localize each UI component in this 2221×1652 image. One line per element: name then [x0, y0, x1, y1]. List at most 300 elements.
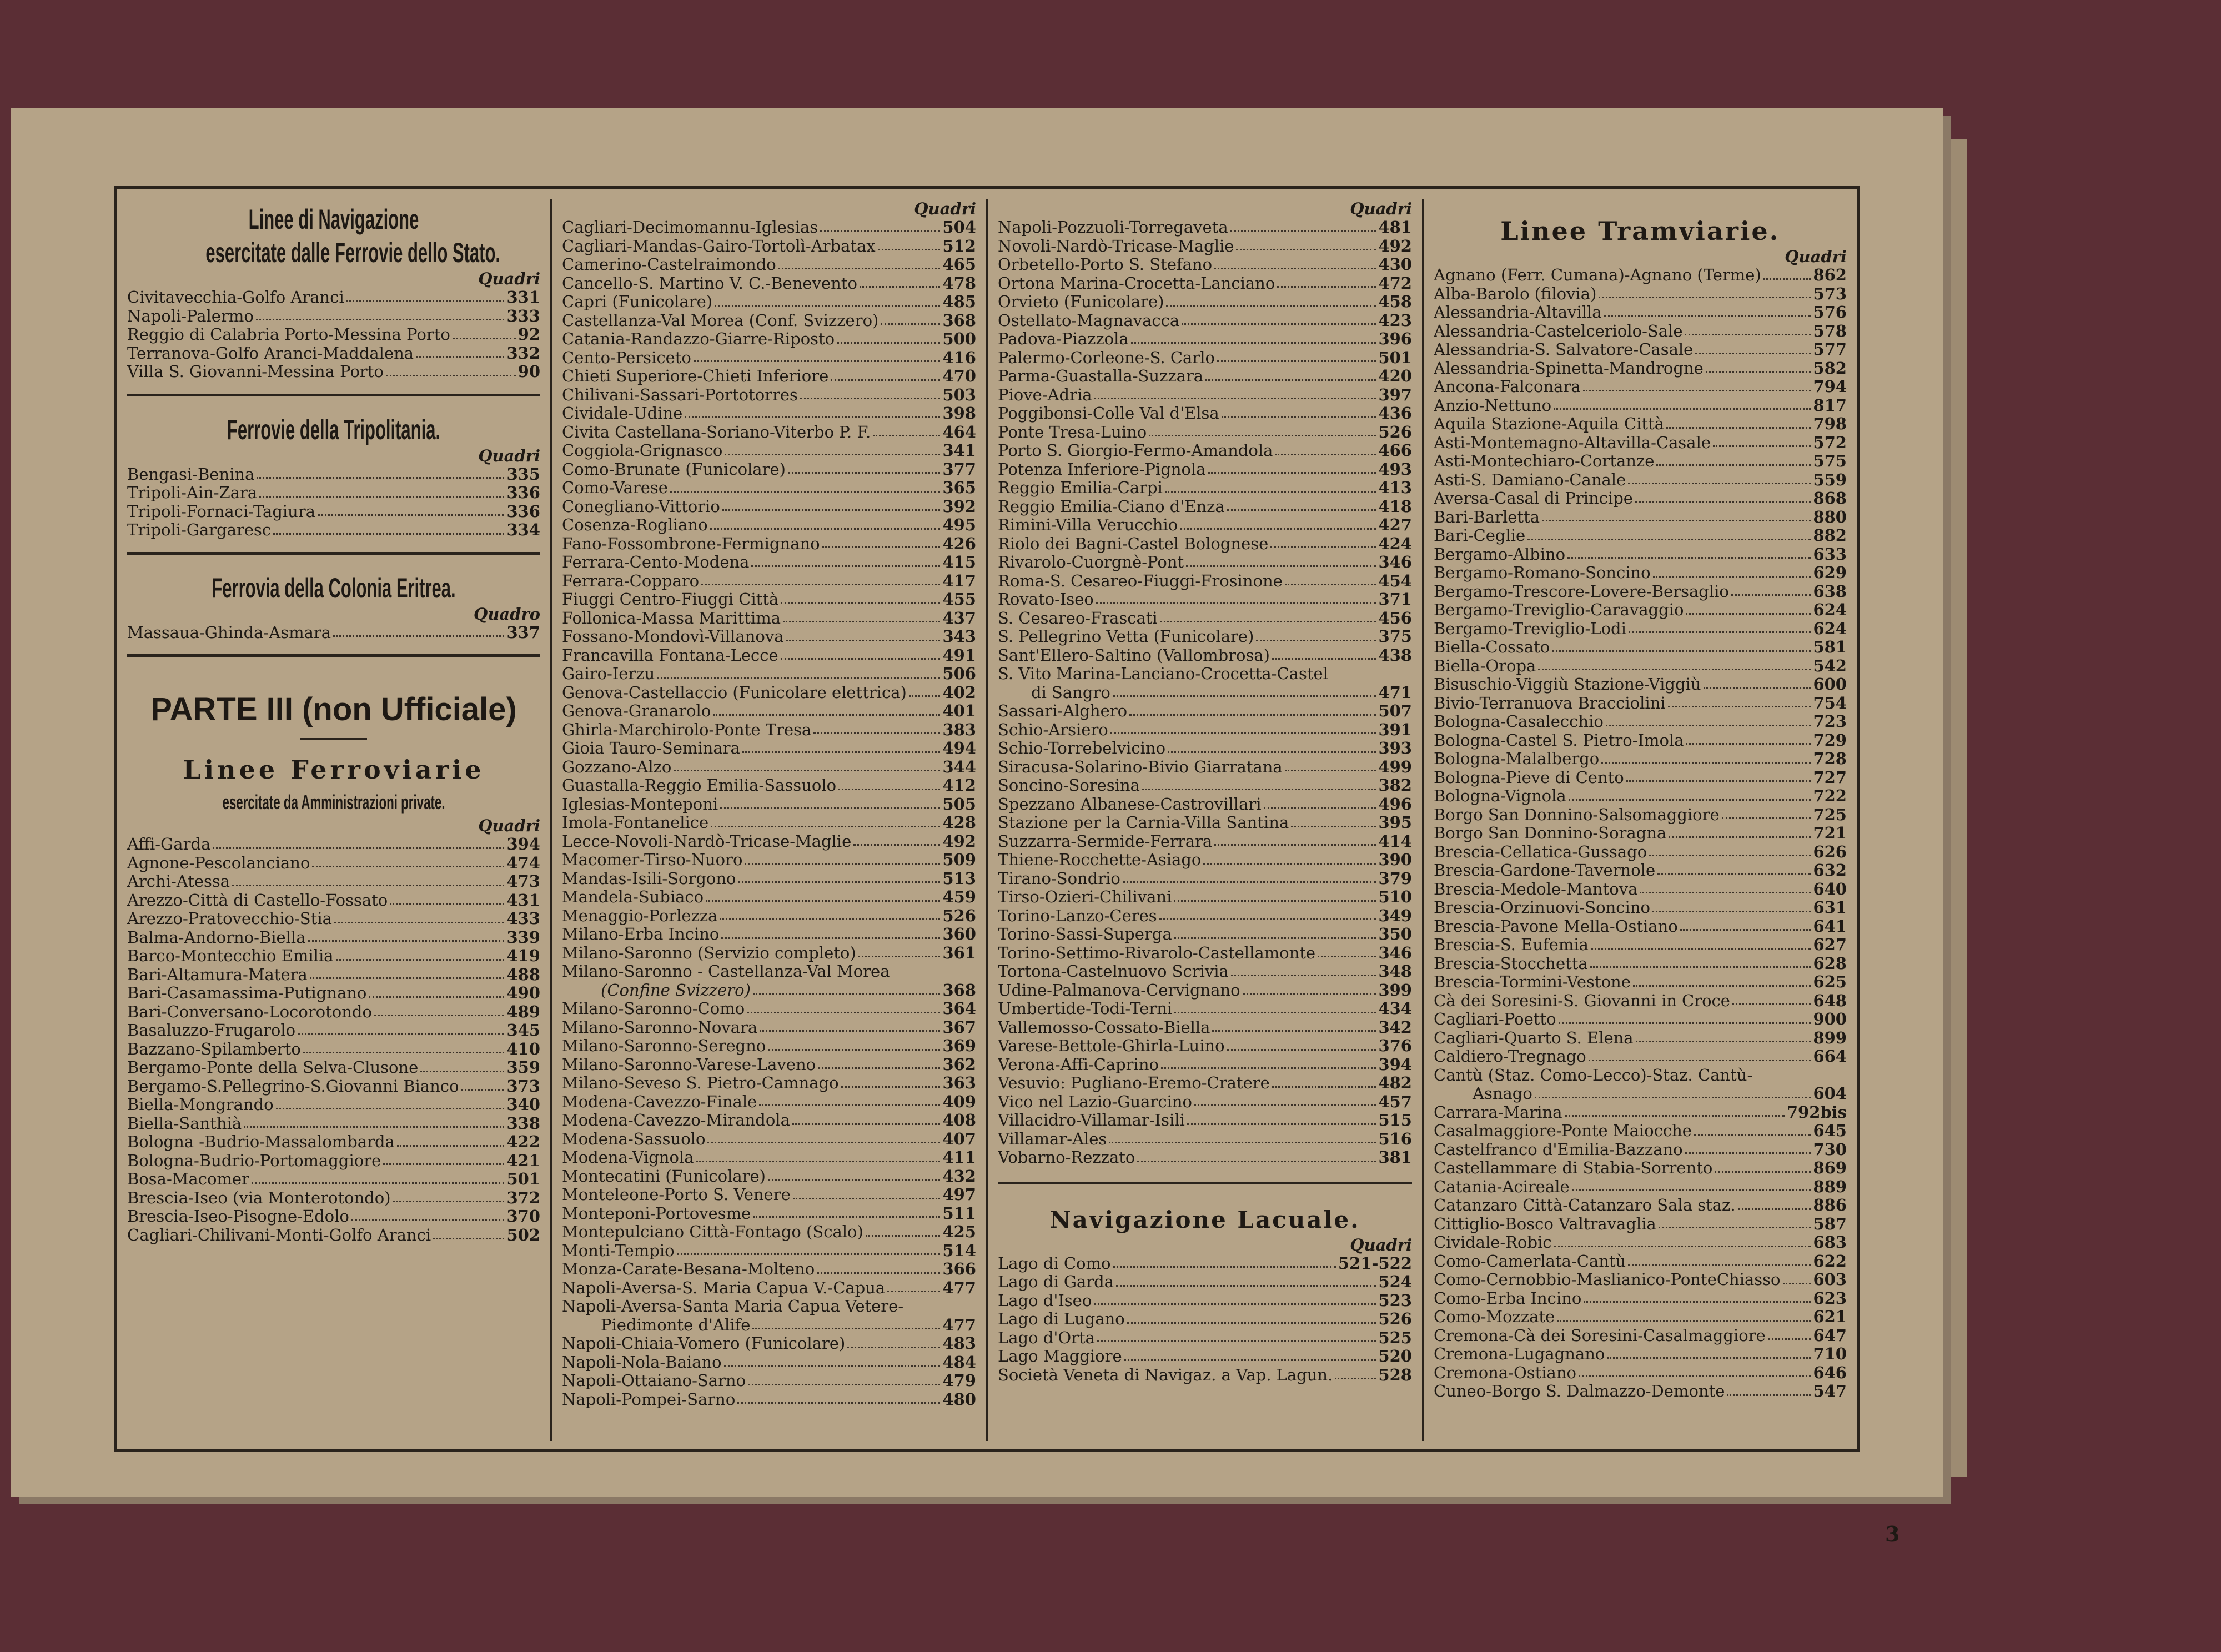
item-name: Bari-Altamura-Matera: [127, 965, 308, 984]
item-name: Lago d'Iseo: [998, 1291, 1092, 1310]
item-name: Alessandria-S. Salvatore-Casale: [1434, 340, 1694, 359]
list-item: [562, 1297, 976, 1316]
item-number: 332: [506, 343, 540, 363]
item-name: Francavilla Fontana-Lecce: [562, 646, 778, 665]
item-number: 625: [1813, 972, 1847, 991]
dot-leader: [853, 832, 940, 846]
list-item: [998, 312, 1412, 330]
dot-leader: [1186, 553, 1376, 567]
item-name: Monteponi-Portovesme: [562, 1204, 751, 1223]
list-item: [127, 1152, 540, 1171]
item-name: Fiuggi Centro-Fiuggi Città: [562, 590, 779, 609]
item-name: S. Pellegrino Vetta (Funicolare): [998, 627, 1254, 646]
list-item: [562, 1056, 976, 1074]
item-number: 528: [1378, 1365, 1412, 1384]
dot-leader: [1783, 1271, 1811, 1284]
list-item: [127, 307, 540, 326]
list-item: [998, 1000, 1412, 1018]
dot-leader: [1165, 479, 1376, 493]
item-name: Biella-Mongrando: [127, 1096, 274, 1114]
item-name: Guastalla-Reggio Emilia-Sassuolo: [562, 776, 837, 795]
item-number: 393: [1378, 739, 1412, 757]
item-number: 526: [1378, 422, 1412, 441]
dot-leader: [1217, 349, 1376, 363]
item-number: 336: [506, 483, 540, 502]
item-number: 458: [1378, 292, 1412, 311]
list-item: [998, 1111, 1412, 1130]
item-number: 366: [942, 1259, 976, 1278]
list-item: [998, 646, 1412, 665]
item-number: 489: [506, 1002, 540, 1021]
item-number: 396: [1378, 329, 1412, 348]
list-item: [1434, 1010, 1847, 1029]
dot-leader: [1212, 1018, 1376, 1032]
railway-lines-title: Linee Ferroviarie: [183, 755, 485, 785]
dot-leader: [1094, 386, 1376, 400]
dot-leader: [722, 498, 941, 511]
item-name: Gairo-Ierzu: [562, 665, 655, 683]
item-name: Chieti Superiore-Chieti Inferiore: [562, 367, 829, 385]
item-number: 335: [506, 464, 540, 484]
item-number: 641: [1813, 916, 1847, 936]
dot-leader: [1668, 694, 1811, 708]
dot-leader: [822, 535, 941, 549]
dot-leader: [1731, 583, 1811, 596]
list-item: [1434, 1327, 1847, 1345]
item-number: 437: [942, 608, 976, 627]
item-name: Verona-Affi-Caprino: [998, 1055, 1159, 1074]
dot-leader: [768, 1167, 941, 1181]
dot-leader: [1096, 590, 1376, 604]
list-item: [998, 1074, 1412, 1093]
list-item: [998, 739, 1412, 758]
list-item: [1434, 1364, 1847, 1383]
item-number: 513: [942, 868, 976, 888]
item-number: 368: [942, 980, 976, 1000]
dot-leader: [416, 344, 504, 358]
dot-leader: [1174, 1000, 1376, 1013]
item-number: 381: [1378, 1148, 1412, 1167]
dot-leader: [1685, 1141, 1811, 1154]
item-name: Lago di Como: [998, 1254, 1111, 1273]
item-name: Catania-Randazzo-Giarre-Riposto: [562, 330, 835, 348]
list-item: [562, 255, 976, 274]
item-name: Bergamo-Treviglio-Lodi: [1434, 619, 1626, 638]
item-name: Cà dei Soresini-S. Giovanni in Croce: [1434, 991, 1730, 1010]
dot-leader: [1124, 1347, 1376, 1361]
dot-leader: [1706, 359, 1811, 373]
item-number: 794: [1813, 377, 1847, 396]
column-3: [986, 199, 1422, 1441]
list-item: [1434, 508, 1847, 527]
item-number: 645: [1813, 1121, 1847, 1140]
item-number: 577: [1813, 340, 1847, 359]
item-name: Asti-Montemagno-Altavilla-Casale: [1434, 433, 1711, 452]
list-item: [998, 870, 1412, 888]
item-name: Lago Maggiore: [998, 1347, 1122, 1365]
dot-leader: [298, 1021, 504, 1035]
list-item: [562, 1260, 976, 1279]
dot-leader: [820, 218, 940, 232]
section-divider: [127, 654, 540, 657]
list-item: [562, 1000, 976, 1018]
list-item: [562, 1279, 976, 1298]
item-name: Aquila Stazione-Aquila Città: [1434, 415, 1665, 433]
dot-leader: [1626, 769, 1811, 782]
list-item: [127, 835, 540, 854]
list-item: [998, 441, 1412, 460]
list-item: [562, 739, 976, 758]
dot-leader: [1694, 1122, 1811, 1136]
item-name: Napoli-Palermo: [127, 307, 254, 325]
item-name: Padova-Piazzola: [998, 330, 1129, 348]
item-name: Stazione per la Carnia-Villa Santina: [998, 814, 1289, 832]
item-name: Bergamo-Ponte della Selva-Clusone: [127, 1058, 419, 1077]
item-name: Potenza Inferiore-Pignola: [998, 460, 1206, 479]
dot-leader: [1629, 620, 1811, 634]
list-item: [1434, 1252, 1847, 1271]
list-item: [1434, 824, 1847, 843]
item-name: Torino-Sassi-Superga: [998, 925, 1172, 943]
item-number: 362: [942, 1055, 976, 1074]
list-item: [562, 1223, 976, 1242]
item-number: 868: [1813, 489, 1847, 508]
list-item: [998, 572, 1412, 591]
item-name: (Confine Svizzero): [601, 981, 751, 1000]
list-item: [562, 1334, 976, 1353]
dot-leader: [1763, 266, 1811, 280]
item-name: Modena-Sassuolo: [562, 1129, 706, 1148]
item-number: 492: [942, 831, 976, 851]
item-name: Milano-Saronno-Varese-Laveno: [562, 1055, 816, 1074]
item-name: Tortona-Castelnuovo Scrivia: [998, 962, 1229, 981]
item-number: 499: [1378, 757, 1412, 776]
item-number: 427: [1378, 515, 1412, 534]
dot-leader: [256, 307, 505, 321]
dot-leader: [747, 1000, 940, 1013]
item-name: Catania-Acireale: [1434, 1177, 1570, 1196]
item-name: Napoli-Ottaiano-Sarno: [562, 1372, 746, 1390]
column-3-list: [998, 218, 1412, 665]
list-item: [1434, 936, 1847, 955]
list-item: [998, 925, 1412, 944]
tripolitania-title: Ferrovie della Tripolitania.: [227, 414, 441, 445]
list-item: [127, 1114, 540, 1133]
list-item: [1434, 1178, 1847, 1197]
list-item: [998, 553, 1412, 572]
dot-leader: [725, 441, 940, 455]
list-item: [562, 851, 976, 870]
item-number: 481: [1378, 218, 1412, 237]
list-item: [1434, 266, 1847, 285]
list-item: [562, 609, 976, 628]
item-number: 413: [1378, 478, 1412, 497]
item-number: 341: [942, 441, 976, 460]
item-name: di Sangro: [1031, 683, 1110, 702]
item-number: 632: [1813, 861, 1847, 880]
list-item: [562, 423, 976, 442]
tramway-lines-list: [1434, 266, 1847, 1066]
list-item: [562, 479, 976, 498]
page-edges: [1943, 139, 1967, 1477]
item-name: Bisuschio-Viggiù Stazione-Viggiù: [1434, 675, 1701, 694]
list-item: [998, 516, 1412, 535]
list-item: [1434, 526, 1847, 545]
dot-leader: [1318, 944, 1376, 958]
item-name: Novoli-Nardò-Tricase-Maglie: [998, 237, 1234, 255]
list-item: [562, 1167, 976, 1186]
list-item: [562, 441, 976, 460]
dot-leader: [706, 888, 940, 902]
item-number: 503: [942, 385, 976, 404]
item-name: Alba-Barolo (filovia): [1434, 284, 1597, 303]
item-number: 365: [942, 478, 976, 497]
list-item: [998, 1093, 1412, 1112]
item-name: Ortona Marina-Crocetta-Lanciano: [998, 274, 1275, 293]
list-item: [998, 1130, 1412, 1149]
item-name: Rovato-Iseo: [998, 590, 1094, 609]
dot-leader: [847, 1334, 940, 1348]
item-name: Gioia Tauro-Seminara: [562, 739, 740, 757]
list-item: [998, 386, 1412, 405]
item-name: Varese-Bettole-Ghirla-Luino: [998, 1037, 1225, 1055]
section-divider: [127, 552, 540, 555]
item-number: 723: [1813, 712, 1847, 731]
item-number: 420: [1378, 366, 1412, 385]
dot-leader: [1277, 274, 1376, 288]
dot-leader: [866, 1223, 941, 1237]
timetable-index-page: [11, 108, 1943, 1546]
list-item: [998, 293, 1412, 312]
item-name: Lago di Lugano: [998, 1310, 1125, 1328]
list-item: [998, 851, 1412, 870]
item-name: Bari-Barletta: [1434, 508, 1540, 526]
item-number: 526: [1378, 1309, 1412, 1328]
section-divider: [998, 1182, 1412, 1184]
dot-leader: [1567, 545, 1811, 559]
dot-leader: [244, 1114, 504, 1128]
item-name: Cividale-Udine: [562, 404, 683, 423]
item-name: Soncino-Soresina: [998, 776, 1140, 795]
list-item: [562, 1148, 976, 1167]
item-name: Como-Cernobbio-Maslianico-PonteChiasso: [1434, 1271, 1781, 1289]
dot-leader: [1227, 498, 1376, 511]
list-item: [562, 293, 976, 312]
item-number: 92: [517, 325, 540, 344]
item-number: 346: [1378, 943, 1412, 962]
item-name: Biella-Cossato: [1434, 638, 1550, 656]
item-name: Cittiglio-Bosco Valtravaglia: [1434, 1214, 1656, 1233]
list-item: [562, 1074, 976, 1093]
list-item: [562, 367, 976, 386]
list-item: [1434, 489, 1847, 508]
item-name: Bologna-Casalecchio: [1434, 712, 1604, 731]
dot-leader: [1243, 981, 1376, 995]
list-item: [1434, 955, 1847, 973]
dot-leader: [1590, 955, 1811, 968]
dot-leader: [793, 1186, 941, 1199]
item-number: 880: [1813, 507, 1847, 526]
item-name: Menaggio-Porlezza: [562, 906, 718, 925]
list-item: [998, 1037, 1412, 1056]
item-name: Vobarno-Rezzato: [998, 1148, 1135, 1167]
item-name: Como-Camerlata-Cantù: [1434, 1252, 1626, 1271]
list-item: [562, 553, 976, 572]
dot-leader: [1129, 702, 1376, 716]
list-item: [998, 907, 1412, 926]
dot-leader: [232, 872, 504, 886]
dot-leader: [1270, 535, 1376, 549]
item-number: 520: [1378, 1347, 1412, 1365]
list-item: [562, 1037, 976, 1056]
item-name: Cantù (Staz. Como-Lecco)-Staz. Cantù-: [1434, 1066, 1753, 1084]
list-item: [1434, 806, 1847, 825]
item-number: 377: [942, 459, 976, 479]
item-name: Anzio-Nettuno: [1434, 396, 1552, 415]
list-item: [127, 1226, 540, 1245]
dot-leader: [1161, 1056, 1376, 1069]
item-name: Schio-Torrebelvicino: [998, 739, 1166, 757]
item-number: 436: [1378, 404, 1412, 423]
item-number: 438: [1378, 645, 1412, 665]
list-item: [562, 814, 976, 832]
item-number: 638: [1813, 581, 1847, 601]
item-name: Massaua-Ghinda-Asmara: [127, 623, 331, 642]
index-frame: [114, 186, 1860, 1452]
lake-navigation-list: [998, 1254, 1412, 1385]
list-item: [1434, 787, 1847, 806]
dot-leader: [351, 1207, 505, 1221]
list-item: [1434, 378, 1847, 396]
item-number: 573: [1813, 284, 1847, 303]
item-name: Bivio-Terranuova Bracciolini: [1434, 694, 1666, 712]
railway-lines-list: [127, 835, 540, 1244]
item-number: 419: [506, 946, 540, 965]
item-number: 493: [1378, 459, 1412, 479]
item-number: 559: [1813, 470, 1847, 489]
list-item: [562, 237, 976, 256]
item-number: 899: [1813, 1028, 1847, 1047]
item-number: 424: [1378, 534, 1412, 553]
item-number: 512: [942, 236, 976, 255]
dot-leader: [1695, 340, 1811, 354]
item-number: 350: [1378, 925, 1412, 943]
railway-lines-quadri-header: Quadri: [478, 816, 540, 835]
dot-leader: [1272, 646, 1376, 660]
list-item: [998, 404, 1412, 423]
list-item: [998, 795, 1412, 814]
item-name: Villamar-Ales: [998, 1129, 1107, 1148]
list-item: [562, 460, 976, 479]
item-name: Capri (Funicolare): [562, 293, 713, 311]
dot-leader: [1635, 489, 1811, 503]
nav-title-line-1: Linee di Navigazione: [248, 204, 419, 235]
item-name: S. Vito Marina-Lanciano-Crocetta-Castel: [998, 665, 1328, 683]
item-name: Cremona-Cà dei Soresini-Casalmaggiore: [1434, 1326, 1766, 1345]
item-name: Brescia-Gardone-Tavernole: [1434, 861, 1656, 880]
list-item: [1434, 340, 1847, 359]
list-item: [562, 1093, 976, 1112]
item-name: Reggio Emilia-Carpi: [998, 479, 1163, 497]
part-three-title: PARTE III (non Ufficiale): [150, 691, 517, 727]
dot-leader: [461, 1077, 504, 1091]
item-number: 506: [942, 664, 976, 683]
list-item: [1434, 992, 1847, 1011]
list-item: [562, 218, 976, 237]
item-number: 394: [506, 835, 540, 853]
item-number: 336: [506, 501, 540, 521]
column-1: [117, 199, 550, 1441]
item-name: Torino-Lanzo-Ceres: [998, 906, 1157, 925]
dot-leader: [1572, 1178, 1811, 1192]
list-item: [127, 1170, 540, 1189]
dot-leader: [1599, 285, 1811, 299]
item-number: 882: [1813, 526, 1847, 545]
item-name: Brescia-Orzinuovi-Soncino: [1434, 898, 1650, 917]
list-item: [127, 928, 540, 947]
item-name: Balma-Andorno-Biella: [127, 928, 306, 947]
item-name: Barco-Montecchio Emilia: [127, 947, 334, 965]
list-item: [1434, 434, 1847, 453]
dot-leader: [318, 503, 504, 516]
dot-leader: [724, 1353, 941, 1367]
list-item: [562, 925, 976, 944]
dot-leader: [1601, 750, 1811, 764]
list-item: [562, 1204, 976, 1223]
list-item: [998, 237, 1412, 256]
item-name: Parma-Guastalla-Suzzara: [998, 367, 1204, 385]
item-number: 624: [1813, 619, 1847, 638]
dot-leader: [1565, 1103, 1785, 1117]
item-name: Napoli-Aversa-Santa Maria Capua Vetere-: [562, 1297, 904, 1315]
dot-leader: [1640, 880, 1811, 894]
list-item: [562, 665, 976, 684]
list-item: [1434, 675, 1847, 694]
item-name: Asnago: [1473, 1084, 1532, 1103]
item-name: Alessandria-Castelceriolo-Sale: [1434, 322, 1683, 340]
item-number: 482: [1378, 1073, 1412, 1092]
dot-leader: [1606, 712, 1811, 726]
dot-leader: [1636, 1029, 1811, 1043]
item-number: 629: [1813, 563, 1847, 582]
item-name: Rivarolo-Cuorgnè-Pont: [998, 553, 1184, 571]
list-item: [127, 1133, 540, 1152]
item-number: 627: [1813, 935, 1847, 954]
dot-leader: [1584, 1289, 1811, 1303]
item-name: Bologna -Budrio-Massalombarda: [127, 1133, 395, 1151]
item-name: Cividale-Robic: [1434, 1233, 1552, 1252]
item-number: 492: [1378, 236, 1412, 255]
dot-leader: [1713, 434, 1811, 448]
dot-leader: [720, 795, 940, 809]
dot-leader: [813, 721, 940, 735]
item-number: 623: [1813, 1288, 1847, 1308]
item-name: Genova-Granarolo: [562, 702, 711, 720]
item-name: Civita Castellana-Soriano-Viterbo P. F.: [562, 423, 871, 441]
item-name: Cremona-Ostiano: [1434, 1363, 1576, 1382]
item-name: Bergamo-Treviglio-Caravaggio: [1434, 601, 1684, 619]
item-number: 455: [942, 590, 976, 609]
item-number: 578: [1813, 321, 1847, 340]
list-item: [1434, 303, 1847, 322]
item-number: 581: [1813, 637, 1847, 656]
item-number: 525: [1378, 1328, 1412, 1347]
dot-leader: [1680, 917, 1811, 931]
item-name: Roma-S. Cesareo-Fiuggi-Frosinone: [998, 571, 1283, 590]
dot-leader: [1538, 657, 1811, 671]
list-item: [562, 776, 976, 795]
item-number: 483: [942, 1334, 976, 1353]
